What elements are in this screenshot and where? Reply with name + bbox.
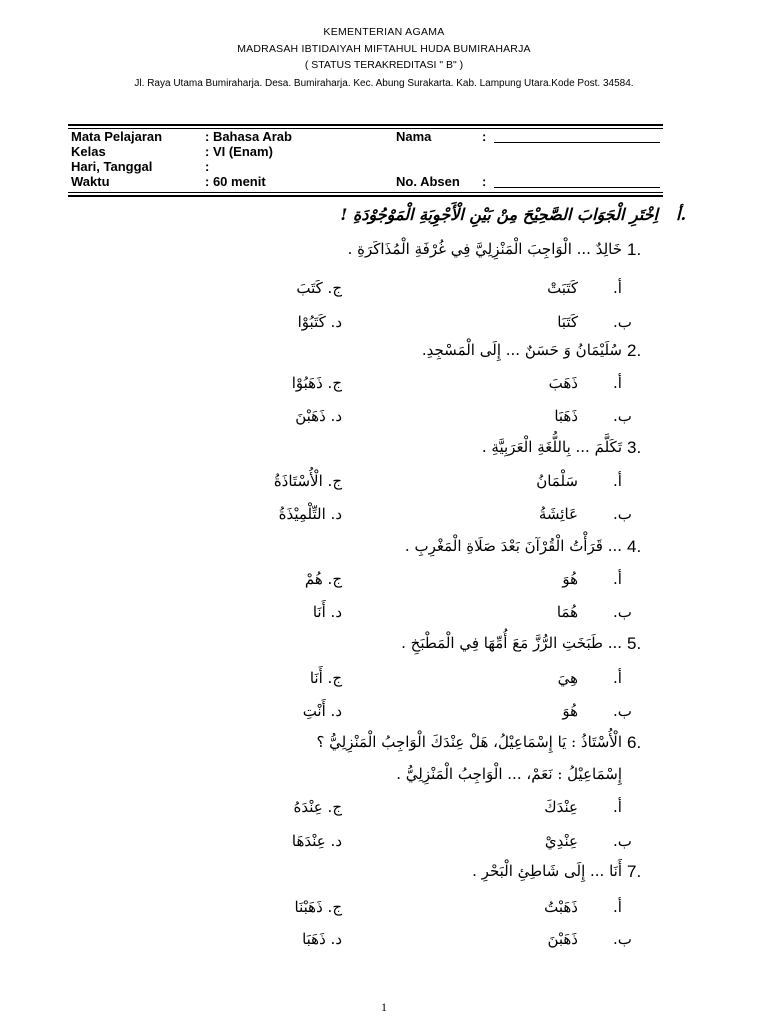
class-value: : VI (Enam) [205,144,273,159]
option-d[interactable]: د. ذَهَبْنَ [295,407,342,425]
question-text: ... قَرَأْتُ الْقُرْآنَ بَعْدَ صَلَاةِ الْمَغْرِبِ . [404,537,622,555]
option-letter-b: ب. [613,313,632,331]
option-c[interactable]: ج. أَنَا [309,669,342,687]
top-rule-thick [68,124,663,126]
option-letter-b: ب. [613,603,632,621]
question-number: 6. [627,733,642,752]
name-label: Nama [396,129,432,144]
option-letter-b: ب. [613,505,632,523]
question-number: 4. [627,537,642,556]
option-a[interactable]: كَتَبَتْ [547,279,578,297]
option-c[interactable]: ج. كَتَبَ [296,279,342,297]
option-b[interactable]: هُمَا [556,603,578,621]
option-c[interactable]: ج. هُمْ [304,570,342,588]
option-c[interactable]: ج. الْأُسْتَاذَةُ [273,472,342,490]
question-number: 7. [627,862,642,881]
option-a[interactable]: سَلْمَانُ [536,472,578,490]
question-text: سُلَيْمَانُ وَ حَسَنٌ ... إِلَى الْمَسْجِدِ. [421,341,622,359]
option-letter-a: أ. [613,669,622,687]
option-b[interactable]: ذَهَبْنَ [547,930,578,948]
question-number: 2. [627,341,642,360]
school-address: Jl. Raya Utama Bumiraharja. Desa. Bumiraharja. Kec. Abung Surakarta. Kab. Lampung Utara.Kode Post. 34584. [134,78,634,89]
name-blank-line[interactable] [494,142,660,143]
option-b[interactable]: عَائِشَةُ [538,505,578,523]
option-b[interactable]: كَتَبَا [557,313,578,331]
option-d[interactable]: د. أَنْتِ [302,702,342,720]
question-text: أَنَا ... إِلَى شَاطِئِ الْبَحْرِ . [472,862,622,880]
option-a[interactable]: هِيَ [557,669,578,687]
option-letter-a: أ. [613,898,622,916]
option-a[interactable]: ذَهَبَ [548,374,578,392]
option-letter-a: أ. [613,570,622,588]
question-text: خَالِدٌ ... الْوَاجِبَ الْمَنْزِلِيَّ فِي غُرْفَةِ الْمُذَاكَرَةِ . [347,240,622,258]
option-d[interactable]: د. عِنْدَهَا [291,832,342,850]
option-a[interactable]: عِنْدَكَ [544,798,578,816]
accreditation-status: ( STATUS TERAKREDITASI " B" ) [304,59,464,71]
absen-blank-line[interactable] [494,187,660,188]
option-letter-b: ب. [613,832,632,850]
question-number: 5. [627,634,642,653]
bottom-rule-thick [68,195,663,197]
ministry-name: KEMENTERIAN AGAMA [323,26,445,38]
option-a[interactable]: هُوَ [562,570,578,588]
name-colon: : [482,129,487,144]
option-letter-b: ب. [613,702,632,720]
option-letter-a: أ. [613,279,622,297]
time-value: : 60 menit [205,174,266,189]
question-text: تَكَلَّمَ ... بِاللُّغَةِ الْعَرَبِيَّةِ . [481,438,622,456]
option-letter-b: ب. [613,930,632,948]
option-d[interactable]: د. التِّلْمِيْذَةُ [278,505,342,523]
question-text: ... طَبَخَتِ الرُّزَّ مَعَ أُمِّهَا فِي الْمَطْبَخِ . [401,634,622,652]
option-b[interactable]: عِنْدِيْ [544,832,578,850]
date-value: : [205,159,210,174]
option-c[interactable]: ج. ذَهَبْنَا [294,898,342,916]
absen-label: No. Absen [396,174,460,189]
option-d[interactable]: د. ذَهَبَا [302,930,342,948]
option-letter-b: ب. [613,407,632,425]
option-a[interactable]: ذَهَبْتُ [544,898,578,916]
absen-colon: : [482,174,487,189]
subject-label: Mata Pelajaran [71,129,163,144]
option-d[interactable]: د. أَنَا [312,603,342,621]
school-name: MADRASAH IBTIDAIYAH MIFTAHUL HUDA BUMIRAHARJA [237,43,531,55]
option-letter-a: أ. [613,472,622,490]
subject-value: : Bahasa Arab [205,129,292,144]
section-letter: أ. [676,205,687,224]
section-instruction: اِخْتَرِ الْجَوَابَ الصَّحِيْحَ مِنْ بَيْنِ الْأَجْوِبَةِ الْمَوْجُوْدَةِ ! [340,205,658,224]
question-number: 1. [627,240,642,259]
time-label: Waktu [71,174,110,189]
bottom-rule-thin [68,192,663,193]
option-c[interactable]: ج. ذَهَبُوْا [291,374,342,392]
page-number: 1 [381,1000,387,1014]
option-d[interactable]: د. كَتَبُوْا [297,313,342,331]
option-b[interactable]: ذَهَبَا [554,407,578,425]
option-b[interactable]: هُوَ [562,702,578,720]
question-number: 3. [627,438,642,457]
question-text: الْأُسْتَاذُ : يَا إِسْمَاعِيْلُ، هَلْ عِنْدَكَ الْوَاجِبُ الْمَنْزِلِيُّ ؟ [316,733,622,751]
option-letter-a: أ. [613,374,622,392]
option-letter-a: أ. [613,798,622,816]
class-label: Kelas [71,144,106,159]
option-c[interactable]: ج. عِنْدَهُ [293,798,342,816]
question-dialog-reply: إِسْمَاعِيْلُ : نَعَمْ، ... الْوَاجِبُ الْمَنْزِلِيُّ . [396,765,622,783]
date-label: Hari, Tanggal [71,159,153,174]
